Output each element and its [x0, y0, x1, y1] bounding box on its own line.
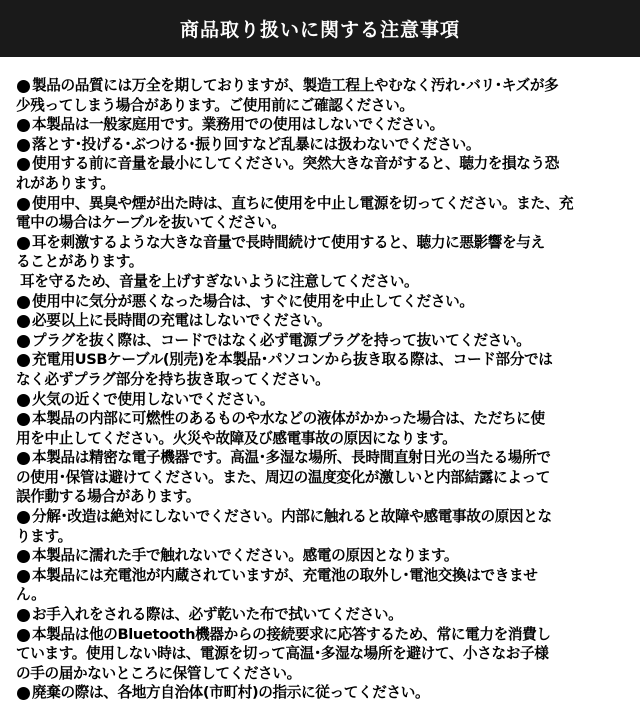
notice-line: お手入れをされる際は、必ず乾いた布で拭いてください。	[32, 606, 403, 624]
bullet-icon	[17, 629, 30, 642]
notice-line: 電中の場合はケーブルを抜いてください。	[16, 214, 286, 232]
notice-item	[0, 154, 640, 193]
notice-line: 廃棄の際は、各地方自治体(市町村)の指示に従ってください。	[32, 684, 430, 702]
bullet-icon	[17, 550, 30, 563]
notice-line: 耳を守るため、音量を上げすぎないように注意してください。	[20, 272, 419, 290]
notice-line: 製品の品質には万全を期しておりますが、製造工程上やむなく汚れ･バリ･キズが多	[32, 77, 559, 94]
notice-item	[0, 390, 640, 410]
bullet-icon	[17, 237, 30, 250]
notice-line: なく必ずプラグ部分を持ち抜き取ってください。	[16, 370, 330, 388]
notice-line: 本製品は他のBluetooth機器からの接続要求に応答するため、常に電力を消費し	[32, 625, 551, 643]
bullet-icon	[17, 413, 30, 426]
notice-line: 使用する前に音量を最小にしてください。突然大きな音がすると、聴力を損なう恐	[32, 155, 560, 173]
notice-item	[0, 194, 640, 233]
notice-item	[0, 292, 640, 312]
notice-item	[0, 566, 640, 605]
notice-line: 耳を刺激するような大きな音量で長時間続けて使用すると、聴力に悪影響を与え	[32, 233, 545, 251]
notice-item	[0, 409, 640, 448]
notice-item	[0, 507, 640, 546]
notice-line: 誤作動する場合があります。	[16, 488, 201, 506]
notice-line: ています。使用しない時は、電源を切って高温･多湿な場所を避けて、小さなお子様	[16, 645, 549, 663]
notice-item	[0, 115, 640, 135]
notice-item	[0, 683, 640, 703]
notice-item	[0, 605, 640, 625]
notice-item	[0, 448, 640, 507]
bullet-icon	[17, 609, 30, 622]
notice-item	[0, 311, 640, 331]
notice-line: ることがあります。	[16, 253, 144, 271]
notice-line: 本製品には充電池が内蔵されていますが、充電池の取外し･電池交換はできませ	[32, 566, 538, 584]
bullet-icon	[17, 335, 30, 348]
page-title: 商品取り扱いに関する注意事項	[179, 19, 460, 41]
notice-line: 必要以上に長時間の充電はしないでください。	[32, 312, 332, 330]
bullet-icon	[17, 119, 30, 132]
notice-item	[0, 76, 640, 115]
notice-line: 本製品は一般家庭用です。業務用での使用はしないでください。	[32, 116, 444, 134]
bullet-icon	[17, 394, 30, 407]
notice-line: 分解･改造は絶対にしないでください。内部に触れると故障や感電事故の原因とな	[32, 508, 552, 526]
notice-line: 本製品は精密な電子機器です。高温･多湿な場所、長時間直射日光の当たる場所で	[32, 449, 551, 467]
notice-item	[0, 546, 640, 566]
notice-item	[0, 331, 640, 351]
bullet-icon	[17, 511, 30, 524]
bullet-icon	[17, 158, 30, 171]
notice-line: の手の届かないところに保管してください。	[16, 664, 301, 682]
bullet-icon	[17, 80, 30, 93]
notice-line: 使用中に気分が悪くなった場合は、すぐに使用を中止してください。	[32, 292, 474, 310]
notice-line: 落とす･投げる･ぶつける･振り回すなど乱暴には扱わないでください。	[32, 135, 481, 153]
bullet-icon	[17, 139, 30, 152]
bullet-icon	[17, 452, 30, 465]
notice-line: れがあります。	[16, 174, 115, 192]
notice-item	[0, 135, 640, 155]
bullet-icon	[17, 296, 30, 309]
notice-item	[0, 350, 640, 389]
notice-line: 少残ってしまう場合があります。ご使用前にご確認ください。	[16, 96, 414, 114]
notice-line: 用を中止してください。火災や故障及び感電事故の原因になります。	[16, 429, 457, 447]
notice-line: ります。	[16, 527, 72, 545]
notice-line: ん。	[16, 586, 46, 604]
notice-line: プラグを抜く際は、コードではなく必ず電源プラグを持って抜いてください。	[32, 331, 531, 349]
title-bar	[0, 0, 640, 57]
notice-line: 火気の近くで使用しないでください。	[32, 390, 275, 408]
bullet-icon	[17, 198, 30, 211]
notice-item	[0, 625, 640, 684]
bullet-icon	[17, 687, 30, 700]
notice-item	[0, 233, 640, 292]
notice-line: の使用･保管は避けてください。また、周辺の温度変化が激しいと内部結露によって	[16, 468, 550, 486]
notice-line: 本製品の内部に可燃性のあるものや水などの液体がかかった場合は、ただちに使	[32, 410, 545, 428]
bullet-icon	[17, 315, 30, 328]
notice-line: 使用中、異臭や煙が出た時は、直ちに使用を中止し電源を切ってください。また、充	[32, 194, 574, 212]
notice-line: 充電用USBケーブル(別売)を本製品･パソコンから抜き取る際は、コード部分では	[32, 351, 553, 369]
notice-line: 本製品に濡れた手で触れないでください。感電の原因となります。	[32, 547, 459, 565]
bullet-icon	[17, 570, 30, 583]
bullet-icon	[17, 354, 30, 367]
notice-list	[0, 76, 640, 703]
